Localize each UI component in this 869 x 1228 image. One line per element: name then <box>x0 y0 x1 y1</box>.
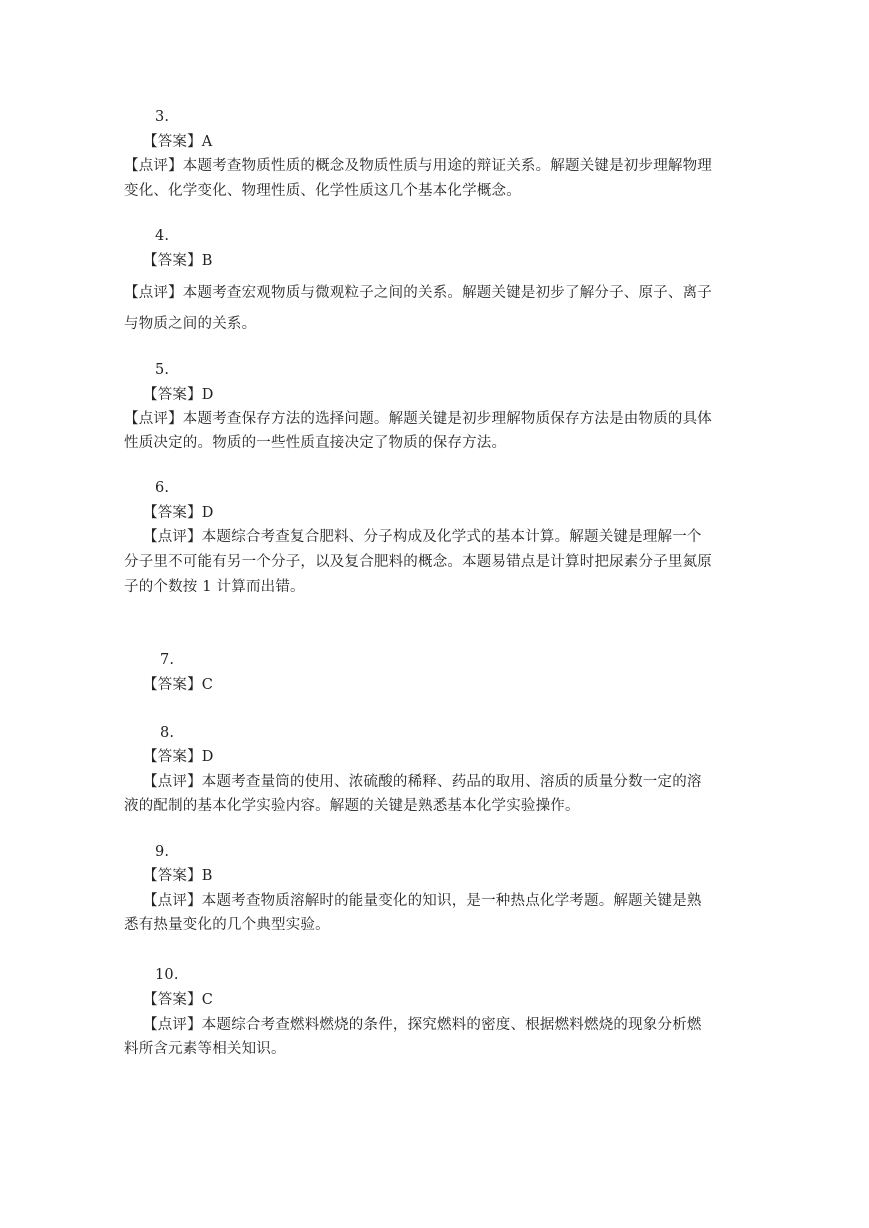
answer-line: 【答案】D <box>143 505 214 521</box>
item-number: 9. <box>155 844 170 860</box>
comment-line: 液的配制的基本化学实验内容。解题的关键是熟悉基本化学实验操作。 <box>124 798 580 814</box>
comment-line: 【点评】本题考查量筒的使用、浓硫酸的稀释、药品的取用、溶质的质量分数一定的溶 <box>143 774 702 790</box>
item-number: 5. <box>155 362 170 378</box>
comment-line: 变化、化学变化、物理性质、化学性质这几个基本化学概念。 <box>124 183 521 199</box>
comment-line: 料所含元素等相关知识。 <box>124 1041 286 1057</box>
answer-line: 【答案】D <box>143 749 214 765</box>
answer-line: 【答案】B <box>143 253 213 269</box>
item-number: 8. <box>160 725 175 741</box>
comment-line: 性质决定的。物质的一些性质直接决定了物质的保存方法。 <box>124 435 507 451</box>
item-number: 6. <box>155 480 170 496</box>
comment-line: 【点评】本题考查物质溶解时的能量变化的知识，是一种热点化学考题。解题关键是熟 <box>143 893 702 909</box>
item-number: 3. <box>155 109 170 125</box>
comment-line: 【点评】本题综合考查复合肥料、分子构成及化学式的基本计算。解题关键是理解一个 <box>143 529 702 545</box>
answer-line: 【答案】A <box>143 134 213 150</box>
comment-line: 【点评】本题综合考查燃料燃烧的条件，探究燃料的密度、根据燃料燃烧的现象分析燃 <box>143 1017 702 1033</box>
comment-line: 【点评】本题考查物质性质的概念及物质性质与用途的辩证关系。解题关键是初步理解物理 <box>124 158 712 174</box>
item-number: 10. <box>155 967 179 983</box>
comment-line: 【点评】本题考查宏观物质与微观粒子之间的关系。解题关键是初步了解分子、原子、离子 <box>124 285 712 301</box>
comment-line: 分子里不可能有另一个分子，以及复合肥料的概念。本题易错点是计算时把尿素分子里氮原 <box>124 554 712 570</box>
answer-line: 【答案】B <box>143 868 213 884</box>
answer-line: 【答案】C <box>143 677 214 693</box>
comment-line: 悉有热量变化的几个典型实验。 <box>124 917 330 933</box>
item-number: 7. <box>160 652 175 668</box>
item-number: 4. <box>155 228 170 244</box>
answer-line: 【答案】D <box>143 387 214 403</box>
comment-line: 【点评】本题考查保存方法的选择问题。解题关键是初步理解物质保存方法是由物质的具体 <box>124 411 712 427</box>
comment-line: 子的个数按 1 计算而出错。 <box>124 579 305 595</box>
answer-line: 【答案】C <box>143 992 214 1008</box>
comment-line: 与物质之间的关系。 <box>124 316 257 332</box>
